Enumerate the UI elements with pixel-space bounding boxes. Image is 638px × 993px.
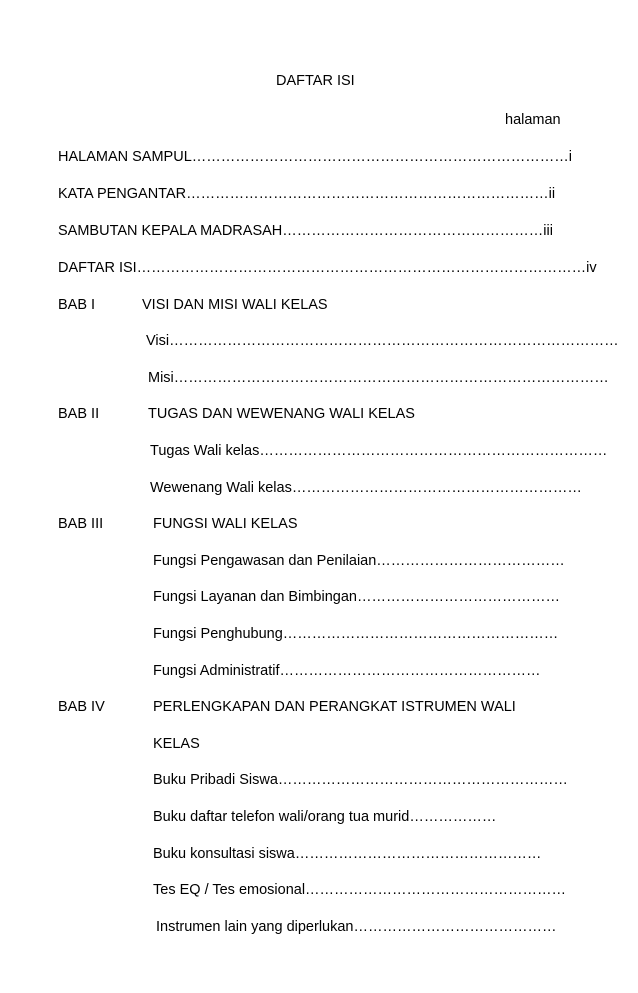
page-column-header: halaman	[505, 112, 561, 128]
toc-subentry: Misi………………………………………………………………………………	[148, 370, 609, 386]
toc-subentry: Fungsi Penghubung…………………………………………………	[153, 626, 559, 642]
chapter-title-continued: KELAS	[153, 736, 200, 752]
chapter-title: FUNGSI WALI KELAS	[153, 516, 298, 532]
toc-entry-kata-pengantar: KATA PENGANTAR…………………………………………………………………ii	[58, 186, 556, 202]
toc-subentry: Instrumen lain yang diperlukan……………………………………	[156, 919, 557, 935]
chapter-label: BAB IV	[58, 699, 105, 715]
chapter-label: BAB III	[58, 516, 104, 532]
chapter-title: TUGAS DAN WEWENANG WALI KELAS	[148, 406, 415, 422]
toc-subentry: Fungsi Layanan dan Bimbingan……………………………………	[153, 589, 560, 605]
toc-title: DAFTAR ISI	[276, 73, 355, 89]
toc-entry-halaman-sampul: HALAMAN SAMPUL……………………………………………………………………i	[58, 149, 572, 165]
chapter-title: PERLENGKAPAN DAN PERANGKAT ISTRUMEN WALI	[153, 699, 516, 715]
toc-subentry: Visi…………………………………………………………………………………	[146, 333, 619, 349]
toc-subentry: Buku daftar telefon wali/orang tua murid………………	[153, 809, 497, 825]
toc-subentry: Fungsi Pengawasan dan Penilaian…………………………………	[153, 553, 565, 569]
toc-subentry: Fungsi Administratif………………………………………………	[153, 663, 541, 679]
toc-subentry: Buku Pribadi Siswa……………………………………………………	[153, 772, 568, 788]
toc-entry-sambutan: SAMBUTAN KEPALA MADRASAH………………………………………………iii	[58, 223, 553, 239]
chapter-label: BAB I	[58, 297, 96, 313]
toc-subentry: Tugas Wali kelas………………………………………………………………	[150, 443, 608, 459]
toc-subentry: Tes EQ / Tes emosional………………………………………………	[153, 882, 567, 898]
chapter-label: BAB II	[58, 406, 100, 422]
chapter-title: VISI DAN MISI WALI KELAS	[142, 297, 328, 313]
toc-entry-daftar-isi: DAFTAR ISI…………………………………………………………………………………iv	[58, 260, 597, 276]
toc-subentry: Wewenang Wali kelas……………………………………………………	[150, 480, 582, 496]
toc-subentry: Buku konsultasi siswa……………………………………………	[153, 846, 542, 862]
